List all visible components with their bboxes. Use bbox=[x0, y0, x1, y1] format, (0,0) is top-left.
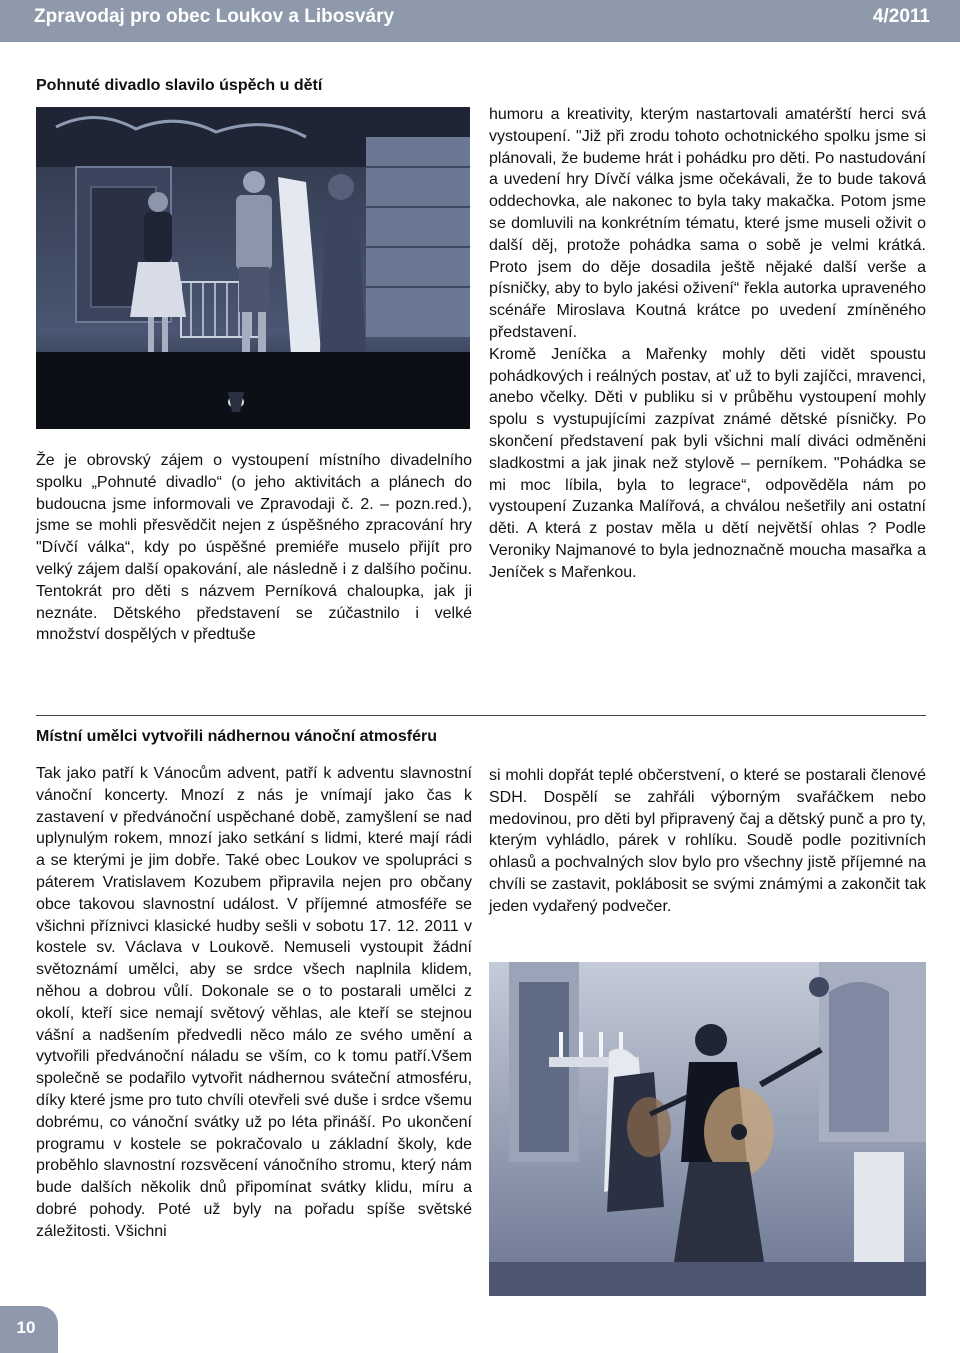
article1-right-paragraph-1: humoru a kreativity, kterým nastartovali amatérští herci svá vystoupení. "Již při zrodu tohoto ochotnického spolku jsme si plánovali, že budeme hrát i pohádku pro děti. Po nastudování a uvedení hry Dívčí válka jsme očekávali, že to bude taková oddechovka, ale nakonec to byla taky makačka. Potom jsme se domluvili na konkrétním tématu, které jsme museli oživit o další děj, protože pohádka sama o sobě je velmi krátká. Proto jsem do děje dosadila ještě nějaké další verše a písničky, aby to bylo jakési oživení“ řekla autorka upraveného scénáře Miroslava Koutná krátce po uvedení zmíněného představení. bbox=[489, 106, 926, 341]
concert-photo bbox=[489, 962, 926, 1296]
article2-title: Místní umělci vytvořili nádhernou vánoční atmosféru bbox=[36, 728, 437, 745]
issue-number: 4/2011 bbox=[872, 6, 930, 27]
page-header bbox=[0, 0, 960, 42]
article1-title: Pohnuté divadlo slavilo úspěch u dětí bbox=[36, 77, 323, 94]
article1-right-paragraph-2: Kromě Jeníčka a Mařenky mohly děti vidět spoustu pohádkových i reálných postav, ať už to byli zajíčci, mravenci, anebo včelky. Děti v publiku si v průběhu vystoupení mohly spolu s vystupujícími zazpívat známé dětské písničky. Po skončení představení pak byli všichni malí diváci odměněni sladkostmi a jak jinak než stylově – perníkem. "Pohádka se mi moc líbila, byla to legrace“, odpověděla nám po vystoupení Zuzanka Malířová, a chválou nešetřily ani ostatní děti. A která z postav měla u dětí největší ohlas ? Podle Veroniky Najmanové to byla jednoznačně moucha masařka a Jeníček s Mařenkou. bbox=[489, 345, 926, 581]
article2-left-column bbox=[36, 763, 472, 1243]
theatre-photo bbox=[36, 107, 470, 429]
article1-left-paragraph: Že je obrovský zájem o vystoupení místního divadelního spolku „Pohnuté divadlo“ (o jeho aktivitách a plánech do budoucna jsme informovali ve Zpravodaji č. 2. – pozn.red.), jsme se mohli přesvědčit nejen z úspěšného zpracování hry "Dívčí válka“, kdy po úspěšné premiéře muselo přijít pro velký zájem další opakování, ale následně i z dalšího počinu. Tentokrát pro děti s názvem Perníková chaloupka, jak ji neznáte. Dětského představení se zúčastnilo i velké množství dospělých v předtuše bbox=[36, 452, 472, 644]
article2-left-paragraph: Tak jako patří k Vánocům advent, patří k adventu slavnostní vánoční koncerty. Mnozí z nás je vnímají jako čas k zastavení v předvánoční uspěchané době, zamyšlení se nad uplynulým rokem, mnozí jako setkání s lidmi, které mají rádi a se kterými je jim dobře. Také obec Loukov ve spolupráci s páterem Vratislavem Kozubem připravila nejen pro občany obce takovou slavnostní událost. V příjemné atmosféře se všichni příznivci klasické hudby sešli v sobotu 17. 12. 2011 v kostele sv. Václava v Loukově. Nemuseli vystoupit žádní světoznámí umělci, aby se srdce všech naplnila klidem, něhou a dobrou vůlí. Dokonale se o to postarali umělci z okolí, kteří sice nemají světový věhlas, ale kteří se stejnou vášní a nadšením předvedli něco málo ze svého umění a vytvořili předvánoční náladu se vším, co k tomu patří.Všem společně se podařilo vytvořit nádhernou sváteční atmosféru, díky které jsme pro tuto chvíli otevřeli své duše i srdce všemu dobrému, co vánoční svátky už po léta přináší. Po ukončení programu v kostele se pokračovalo u základní školy, kde proběhlo slavnostní rozsvěcení vánočního stromu, který nám bude dalších několik dnů připomínat svátky klidu, míru a dobré pohody. Poté už byly na pořadu spíše světské záležitosti. Všichni bbox=[36, 765, 472, 1240]
section-divider bbox=[36, 715, 926, 716]
article1-left-column bbox=[36, 450, 472, 646]
article2-right-column bbox=[489, 765, 926, 918]
article1-right-column bbox=[489, 104, 926, 584]
newsletter-title: Zpravodaj pro obec Loukov a Libosváry bbox=[34, 6, 395, 27]
article2-right-paragraph: si mohli dopřát teplé občerstvení, o které se postarali členové SDH. Dospělí se zahřáli výborným svařáčkem nebo medovinou, pro děti byl připravený čaj a dětský punč a pro ty, kterým vyhládlo, párek v rohlíku. Soudě podle pozitivních ohlasů a pochvalných slov bylo pro všechny jistě příjemné na chvíli se zastavit, poklábosit se svými známými a zakončit tak jeden vydařený podvečer. bbox=[489, 767, 926, 915]
page-number: 10 bbox=[16, 1318, 36, 1337]
